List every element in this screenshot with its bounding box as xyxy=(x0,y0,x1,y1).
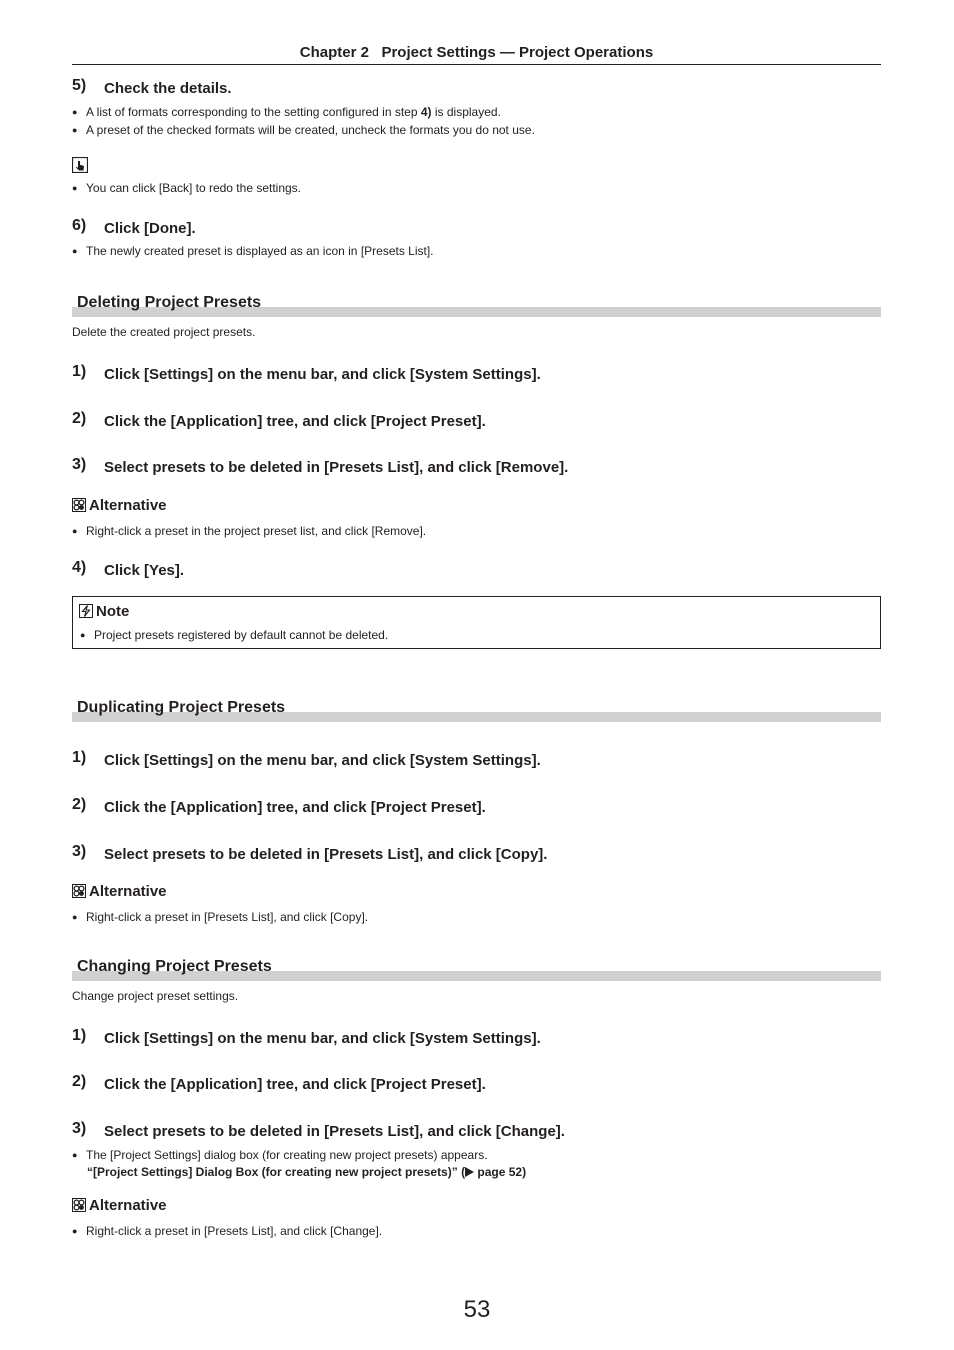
bullet-item: ● The [Project Settings] dialog box (for creating new project presets) appears. xyxy=(72,1148,488,1162)
step-number: 6) xyxy=(72,217,87,234)
page-number: 53 xyxy=(463,1296,491,1323)
alternative-icon xyxy=(72,883,89,900)
alternative-heading: Alternative xyxy=(72,1197,167,1215)
step-number: 2) xyxy=(72,796,87,813)
alternative-icon xyxy=(72,1197,89,1214)
step-number: 2) xyxy=(72,1073,87,1090)
section-title-deleting: Deleting Project Presets xyxy=(77,294,262,311)
step-number: 3) xyxy=(72,456,87,473)
step-text: Check the details. xyxy=(104,80,232,97)
step-text: Select presets to be deleted in [Presets List], and click [Change]. xyxy=(104,1123,565,1140)
bullet-dot: ● xyxy=(72,1150,78,1160)
section-description: Delete the created project presets. xyxy=(72,325,256,339)
step-text: Click [Yes]. xyxy=(104,562,185,579)
header-title: Chapter 2 Project Settings — Project Operations xyxy=(299,44,654,61)
step-number: 4) xyxy=(72,559,87,576)
step-number: 3) xyxy=(72,1120,87,1137)
bullet-item: ● Right-click a preset in [Presets List], and click [Change]. xyxy=(72,1224,383,1238)
step-number: 1) xyxy=(72,1027,87,1044)
bullet-dot: ● xyxy=(72,125,78,135)
bullet-dot: ● xyxy=(72,183,78,193)
step-number: 1) xyxy=(72,363,87,380)
bullet-dot: ● xyxy=(72,526,78,536)
bullet-item: ● Right-click a preset in the project preset list, and click [Remove]. xyxy=(72,524,427,538)
bullet-item: ● Project presets registered by default cannot be deleted. xyxy=(80,628,389,642)
bullet-item: ● A list of formats corresponding to the setting configured in step 4) is displayed. xyxy=(72,105,501,119)
step-text: Click the [Application] tree, and click [Project Preset]. xyxy=(104,1076,486,1093)
bullet-dot: ● xyxy=(72,912,78,922)
step-3 xyxy=(72,843,548,864)
bullet-dot: ● xyxy=(80,630,86,640)
hint-icon xyxy=(72,157,91,176)
alternative-icon xyxy=(72,497,89,514)
step-4 xyxy=(72,559,185,580)
step-text: Click [Settings] on the menu bar, and click [System Settings]. xyxy=(104,1030,541,1047)
step-2 xyxy=(72,1073,486,1094)
step-text: Click [Done]. xyxy=(104,220,196,237)
triangle-right-icon xyxy=(465,1165,474,1179)
bullet-dot: ● xyxy=(72,246,78,256)
step-2 xyxy=(72,796,486,817)
page-header xyxy=(72,44,881,65)
bullet-item: ● The newly created preset is displayed as an icon in [Presets List]. xyxy=(72,244,434,258)
step-text: Click the [Application] tree, and click [Project Preset]. xyxy=(104,799,486,816)
step-2 xyxy=(72,410,486,431)
bullet-item: ● Right-click a preset in [Presets List], and click [Copy]. xyxy=(72,910,369,924)
step-5 xyxy=(72,77,232,98)
step-number: 3) xyxy=(72,843,87,860)
step-text: Click [Settings] on the menu bar, and click [System Settings]. xyxy=(104,752,541,769)
step-3 xyxy=(72,456,569,477)
bullet-dot: ● xyxy=(72,107,78,117)
step-1 xyxy=(72,749,541,770)
bullet-item: ● You can click [Back] to redo the settings. xyxy=(72,181,302,195)
step-text: Select presets to be deleted in [Presets List], and click [Copy]. xyxy=(104,846,548,863)
step-number: 5) xyxy=(72,77,87,94)
alternative-heading: Alternative xyxy=(72,497,167,515)
step-text: Click the [Application] tree, and click [Project Preset]. xyxy=(104,413,486,430)
step-6 xyxy=(72,217,196,238)
step-3 xyxy=(72,1120,565,1141)
step-text: Click [Settings] on the menu bar, and click [System Settings]. xyxy=(104,366,541,383)
step-text: Select presets to be deleted in [Presets List], and click [Remove]. xyxy=(104,459,569,476)
step-number: 1) xyxy=(72,749,87,766)
section-description: Change project preset settings. xyxy=(72,989,239,1003)
page-reference-link[interactable]: “[Project Settings] Dialog Box (for creating new project presets)” ( page 52) xyxy=(87,1165,527,1179)
bullet-item: ● A preset of the checked formats will be created, uncheck the formats you do not use. xyxy=(72,123,535,137)
section-title-duplicating: Duplicating Project Presets xyxy=(77,699,286,716)
note-heading: Note xyxy=(79,603,129,621)
note-icon xyxy=(79,603,96,620)
bullet-dot: ● xyxy=(72,1226,78,1236)
step-1 xyxy=(72,1027,541,1048)
step-1 xyxy=(72,363,541,384)
section-title-changing: Changing Project Presets xyxy=(77,958,272,975)
alternative-heading: Alternative xyxy=(72,883,167,901)
step-number: 2) xyxy=(72,410,87,427)
